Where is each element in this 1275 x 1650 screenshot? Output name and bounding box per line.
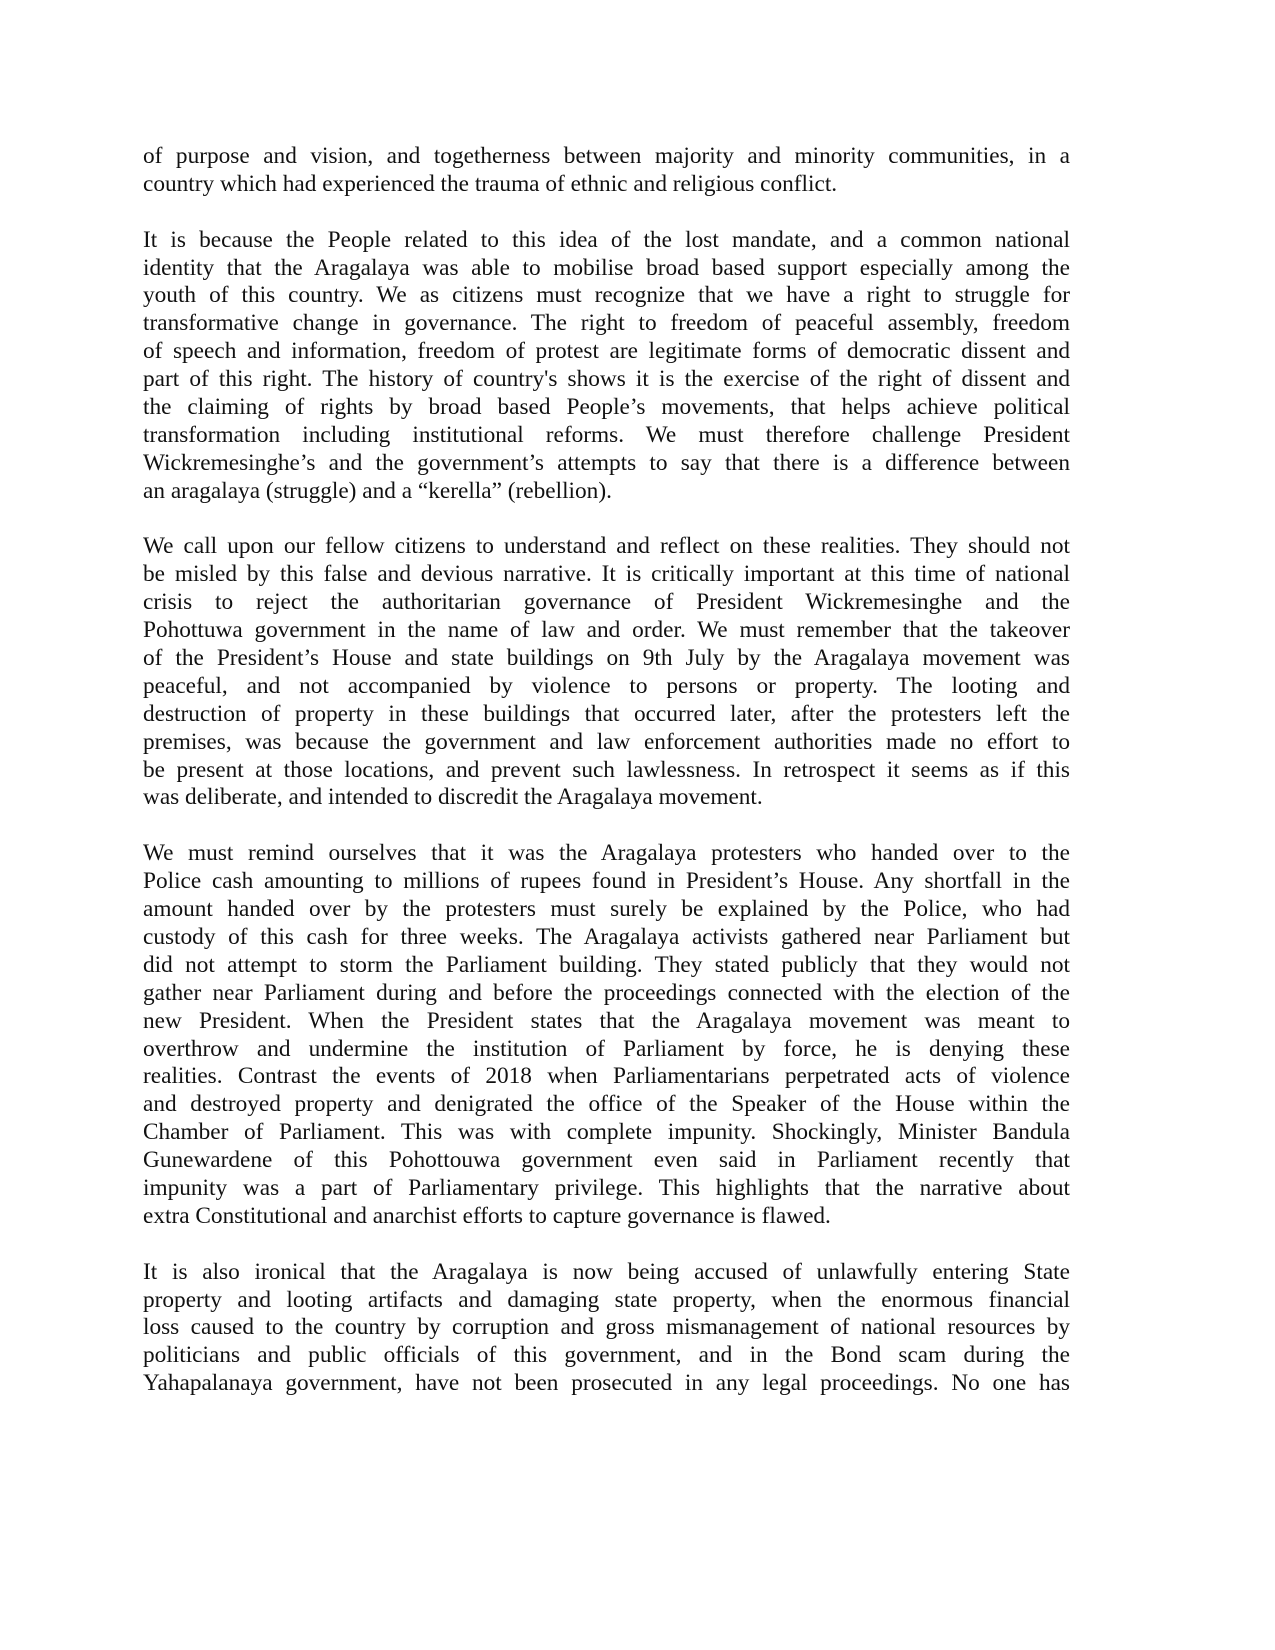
text-line: and destroyed property and denigrated the office of the Speaker of the House within the (143, 1091, 1070, 1118)
text-line: peaceful, and not accompanied by violence to persons or property. The looting and (143, 672, 1070, 699)
text-line: transformation including institutional reforms. We must therefore challenge President (143, 421, 1070, 448)
text-line: custody of this cash for three weeks. The Aragalaya activists gathered near Parliament but (143, 923, 1070, 950)
text-line: be misled by this false and devious narrative. It is critically important at this time of national (143, 561, 1070, 588)
text-line: of speech and information, freedom of protest are legitimate forms of democratic dissent and (143, 338, 1070, 365)
text-line: did not attempt to storm the Parliament building. They stated publicly that they would not (143, 951, 1070, 978)
text-line: premises, was because the government and law enforcement authorities made no effort to (143, 728, 1070, 755)
text-line: Chamber of Parliament. This was with complete impunity. Shockingly, Minister Bandula (143, 1119, 1070, 1146)
paragraph-4 (143, 840, 1070, 1230)
text-line: new President. When the President states that the Aragalaya movement was meant to (143, 1007, 1070, 1034)
text-line: an aragalaya (struggle) and a “kerella” (rebellion). (143, 477, 612, 504)
paragraph-2 (143, 227, 1070, 506)
text-line: gather near Parliament during and before the proceedings connected with the election of the (143, 979, 1070, 1006)
text-line: loss caused to the country by corruption and gross mismanagement of national resources by (143, 1314, 1070, 1341)
text-line: Police cash amounting to millions of rupees found in President’s House. Any shortfall in the (143, 868, 1070, 895)
text-line: Yahapalanaya government, have not been prosecuted in any legal proceedings. No one has (143, 1370, 1070, 1397)
text-line: It is because the People related to this idea of the lost mandate, and a common national (143, 226, 1070, 253)
paragraph-3 (143, 533, 1070, 812)
text-line: youth of this country. We as citizens must recognize that we have a right to struggle for (143, 282, 1070, 309)
text-line: We call upon our fellow citizens to understand and reflect on these realities. They should not (143, 533, 1070, 560)
text-line: part of this right. The history of country's shows it is the exercise of the right of dissent and (143, 366, 1070, 393)
text-line: crisis to reject the authoritarian governance of President Wickremesinghe and the (143, 589, 1070, 616)
text-line: realities. Contrast the events of 2018 when Parliamentarians perpetrated acts of violence (143, 1063, 1070, 1090)
text-line: was deliberate, and intended to discredit the Aragalaya movement. (143, 784, 763, 811)
text-line: country which had experienced the trauma of ethnic and religious conflict. (143, 170, 838, 197)
text-line: of purpose and vision, and togetherness between majority and minority communities, in a (143, 143, 1070, 169)
text-line: It is also ironical that the Aragalaya is now being accused of unlawfully entering State (143, 1258, 1070, 1285)
text-line: Gunewardene of this Pohottouwa government even said in Parliament recently that (143, 1147, 1070, 1174)
text-line: transformative change in governance. The right to freedom of peaceful assembly, freedom (143, 310, 1070, 337)
text-line: amount handed over by the protesters must surely be explained by the Police, who had (143, 896, 1070, 923)
text-line: the claiming of rights by broad based People’s movements, that helps achieve political (143, 394, 1070, 421)
text-line: identity that the Aragalaya was able to mobilise broad based support especially among the (143, 254, 1070, 281)
document-page (143, 143, 1070, 1426)
text-line: of the President’s House and state buildings on 9th July by the Aragalaya movement was (143, 645, 1070, 672)
text-line: politicians and public officials of this government, and in the Bond scam during the (143, 1342, 1070, 1369)
text-line: We must remind ourselves that it was the Aragalaya protesters who handed over to the (143, 840, 1070, 867)
text-line: extra Constitutional and anarchist efforts to capture governance is flawed. (143, 1202, 831, 1229)
text-line: be present at those locations, and prevent such lawlessness. In retrospect it seems as if this (143, 756, 1070, 783)
paragraph-5 (143, 1259, 1070, 1398)
text-line: Wickremesinghe’s and the government’s attempts to say that there is a difference between (143, 449, 1070, 476)
text-line: destruction of property in these buildings that occurred later, after the protesters left the (143, 700, 1070, 727)
paragraph-1 (143, 143, 1070, 199)
text-line: property and looting artifacts and damaging state property, when the enormous financial (143, 1286, 1070, 1313)
text-line: overthrow and undermine the institution of Parliament by force, he is denying these (143, 1035, 1070, 1062)
text-line: impunity was a part of Parliamentary privilege. This highlights that the narrative about (143, 1174, 1070, 1201)
text-line: Pohottuwa government in the name of law and order. We must remember that the takeover (143, 617, 1070, 644)
